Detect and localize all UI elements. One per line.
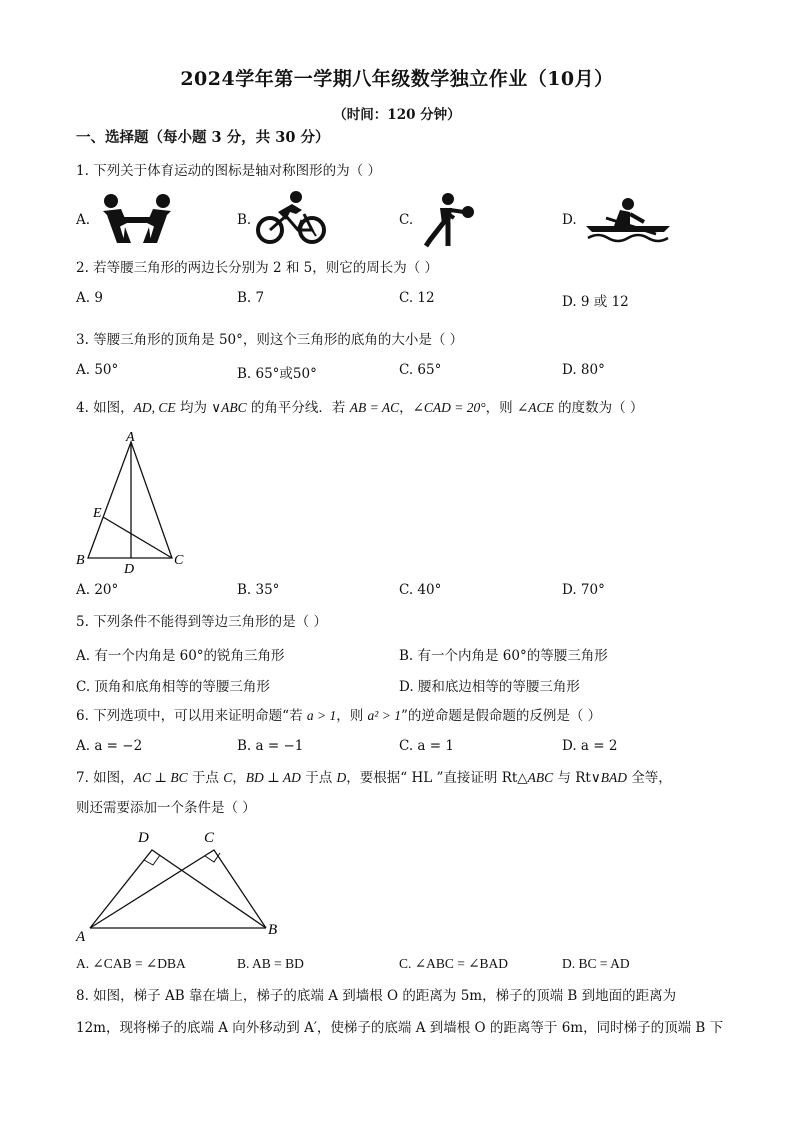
cycling-icon (256, 190, 328, 248)
q1-option-d: D. (562, 212, 577, 228)
question-3-stem: 3. 等腰三角形的顶角是 50°，则这个三角形的底角的大小是（ ） (76, 332, 464, 348)
q5-option-b: B. 有一个内角是 60°的等腰三角形 (399, 648, 608, 664)
q7-option-d: D. BC = AD (562, 956, 630, 971)
q4-option-d: D. 70° (562, 582, 605, 598)
q6-option-a: A. a = −2 (76, 738, 143, 754)
q6-option-c: C. a = 1 (399, 738, 454, 754)
triangle-figure-q4 (74, 426, 194, 576)
triangles-figure-q7 (74, 824, 288, 946)
q2-option-c: C. 12 (399, 290, 435, 306)
rowing-icon (584, 198, 672, 246)
q2-option-b: B. 7 (237, 290, 265, 306)
question-1-stem: 1. 下列关于体育运动的图标是轴对称图形的为（ ） (76, 163, 381, 179)
q7-option-b: B. AB = BD (237, 956, 304, 971)
page-title: 2024学年第一学期八年级数学独立作业（10月） (180, 68, 614, 90)
q3-option-d: D. 80° (562, 362, 605, 378)
q1-option-a: A. (76, 212, 91, 228)
time-limit: （时间：120 分钟） (333, 107, 461, 123)
q5-option-c: C. 顶角和底角相等的等腰三角形 (76, 679, 270, 695)
label-b: B (268, 922, 278, 938)
label-b: B (76, 553, 85, 568)
question-7-stem: 7. 如图，AC ⊥ BC 于点 C，BD ⊥ AD 于点 D，要根据“ HL ”直接证明 Rt△ABC 与 Rt∨BAD 全等， (76, 770, 672, 786)
q5-option-a: A. 有一个内角是 60°的锐角三角形 (76, 648, 285, 664)
question-5-stem: 5. 下列条件不能得到等边三角形的是（ ） (76, 614, 327, 630)
label-c: C (174, 553, 184, 568)
q2-option-d: D. 9 或 12 (562, 294, 629, 310)
q4-option-c: C. 40° (399, 582, 442, 598)
question-8-line2: 12m，现将梯子的底端 A 向外移动到 A′，使梯子的底端 A 到墙根 O 的距离等于 6m，同时梯子的顶端 B 下 (76, 1020, 724, 1036)
q2-option-a: A. 9 (76, 290, 103, 306)
label-e: E (93, 506, 102, 521)
q1-option-b: B. (237, 212, 252, 228)
q4-option-a: A. 20° (76, 582, 119, 598)
q3-option-c: C. 65° (399, 362, 442, 378)
question-2-stem: 2. 若等腰三角形的两边长分别为 2 和 5，则它的周长为（ ） (76, 260, 439, 276)
q7-option-c: C. ∠ABC = ∠BAD (399, 956, 509, 971)
label-d: D (138, 830, 149, 846)
q3-option-b: B. 65°或50° (237, 366, 317, 382)
label-a: A (126, 430, 135, 445)
volleyball-icon (418, 190, 476, 248)
label-c: C (204, 830, 215, 846)
q7-option-a: A. ∠CAB = ∠DBA (76, 956, 186, 971)
label-a: A (76, 929, 86, 945)
question-4-stem: 4. 如图，AD, CE 均为 ∨ABC 的角平分线．若 AB = AC，∠CAD = 20°，则 ∠ACE 的度数为（ ） (76, 400, 644, 416)
q6-option-b: B. a = −1 (237, 738, 304, 754)
label-d: D (124, 562, 135, 576)
section-heading: 一、选择题（每小题 3 分，共 30 分） (76, 129, 330, 146)
q1-option-c: C. (399, 212, 414, 228)
q6-option-d: D. a = 2 (562, 738, 618, 754)
tug-of-war-icon (97, 193, 177, 247)
q4-option-b: B. 35° (237, 582, 280, 598)
question-8-line1: 8. 如图，梯子 AB 靠在墙上，梯子的底端 A 到墙根 O 的距离为 5m，梯子的顶端 B 到地面的距离为 (76, 988, 677, 1004)
q3-option-a: A. 50° (76, 362, 119, 378)
question-6-stem: 6. 下列选项中，可以用来证明命题“若 a > 1，则 a² > 1”的逆命题是假命题的反例是（ ） (76, 708, 602, 724)
q5-option-d: D. 腰和底边相等的等腰三角形 (399, 679, 580, 695)
question-7-stem-line2: 则还需要添加一个条件是（ ） (76, 800, 256, 816)
